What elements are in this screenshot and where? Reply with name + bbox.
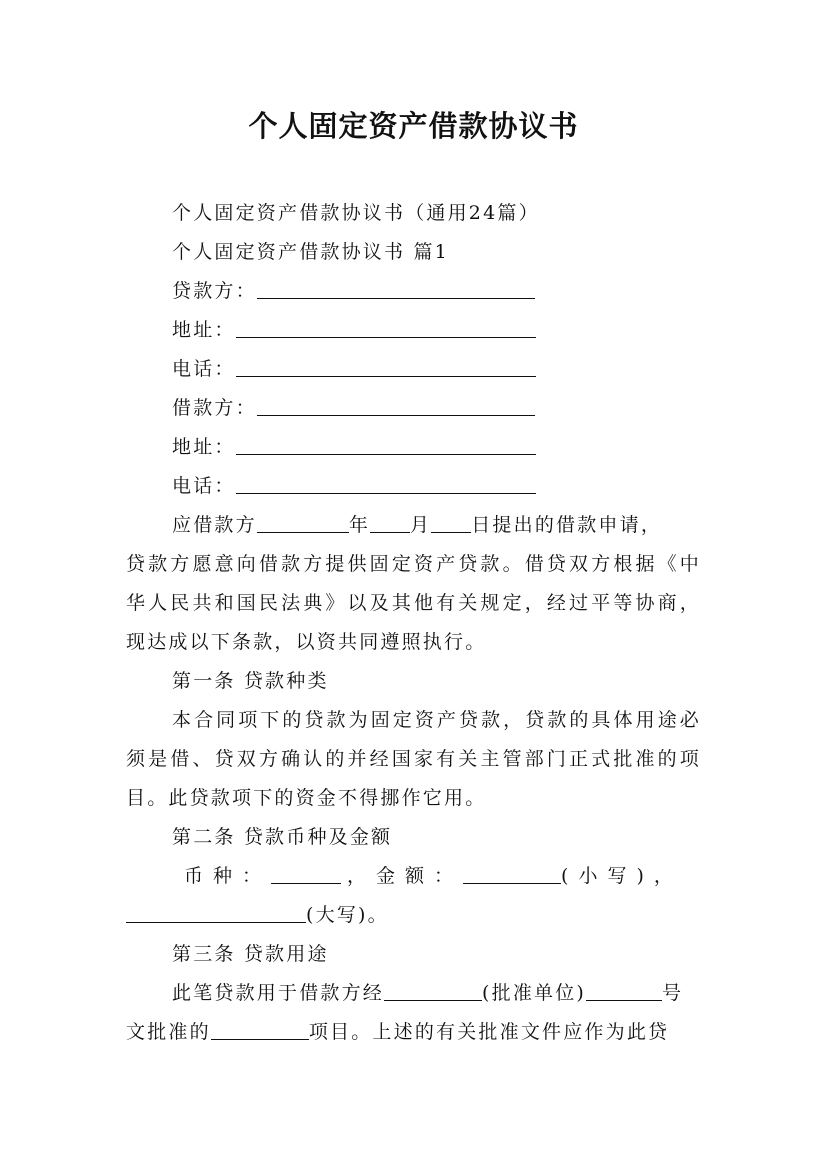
project-blank[interactable] <box>211 1016 309 1040</box>
borrower-address-blank[interactable] <box>236 431 536 455</box>
number-label: 号 <box>662 982 684 1004</box>
amount-small-label: (小写)， <box>561 865 683 887</box>
document-body <box>126 194 701 1052</box>
article3-text-1: 此笔贷款用于借款方经 <box>172 982 385 1004</box>
borrower-label: 借款方： <box>172 397 257 419</box>
day-label: 日提出的借款申请， <box>471 514 663 536</box>
year-label: 年 <box>348 514 371 536</box>
lender-address-line <box>126 311 701 350</box>
document-number-blank[interactable] <box>586 977 662 1001</box>
amount-big-label: (大写)。 <box>306 904 389 926</box>
application-day-blank[interactable] <box>431 509 471 533</box>
article1-heading: 第一条 贷款种类 <box>172 670 329 692</box>
subtitle: 个人固定资产借款协议书（通用24篇） <box>172 202 540 224</box>
article1-line-2: 须是借、贷双方确认的并经国家有关主管部门正式批准的项 <box>126 748 701 770</box>
article3-heading: 第三条 贷款用途 <box>172 943 329 965</box>
article1-line-3: 目。此贷款项下的资金不得挪作它用。 <box>126 787 487 809</box>
lender-phone-blank[interactable] <box>236 353 536 377</box>
lender-label: 贷款方： <box>172 280 257 302</box>
currency-amount-line <box>126 857 701 896</box>
approval-unit-label: (批准单位) <box>482 982 587 1004</box>
borrower-address-label: 地址： <box>172 436 236 458</box>
section-heading: 个人固定资产借款协议书 篇1 <box>172 241 449 263</box>
borrower-address-line <box>126 428 701 467</box>
application-year-blank[interactable] <box>257 509 349 533</box>
currency-blank[interactable] <box>271 860 341 884</box>
lender-address-blank[interactable] <box>236 314 536 338</box>
lender-name-blank[interactable] <box>257 275 535 299</box>
borrower-phone-blank[interactable] <box>236 470 536 494</box>
amount-label: ，金额： <box>347 865 464 887</box>
lender-address-label: 地址： <box>172 319 236 341</box>
article2-heading: 第二条 贷款币种及金额 <box>172 826 393 848</box>
borrower-phone-label: 电话： <box>172 475 236 497</box>
article3-text-3: 项目。上述的有关批准文件应作为此贷 <box>308 1021 670 1043</box>
article1-line-1: 本合同项下的贷款为固定资产贷款，贷款的具体用途必 <box>172 709 701 731</box>
document-title: 个人固定资产借款协议书 <box>248 109 579 143</box>
article3-text-2: 文批准的 <box>126 1021 211 1043</box>
article3-line-1 <box>126 974 701 1013</box>
month-label: 月 <box>410 514 432 536</box>
para1-line-3: 华人民共和国民法典》以及其他有关规定，经过平等协商， <box>126 592 701 614</box>
amount-big-blank[interactable] <box>126 899 306 923</box>
para1-line-2: 贷款方愿意向借款方提供固定资产贷款。借贷双方根据《中 <box>126 553 701 575</box>
lender-phone-line <box>126 350 701 389</box>
article3-line-2 <box>126 1013 701 1052</box>
application-month-blank[interactable] <box>370 509 410 533</box>
application-date-line <box>126 506 701 545</box>
borrower-phone-line <box>126 467 701 506</box>
para1-text: 应借款方 <box>172 514 257 536</box>
amount-small-blank[interactable] <box>463 860 561 884</box>
para1-line-4: 现达成以下条款，以资共同遵照执行。 <box>126 631 487 653</box>
approval-unit-blank[interactable] <box>384 977 482 1001</box>
lender-phone-label: 电话： <box>172 358 236 380</box>
currency-label: 币种： <box>184 865 272 887</box>
borrower-name-blank[interactable] <box>257 392 535 416</box>
amount-big-line <box>126 896 701 935</box>
lender-name-line <box>126 272 701 311</box>
borrower-name-line <box>126 389 701 428</box>
